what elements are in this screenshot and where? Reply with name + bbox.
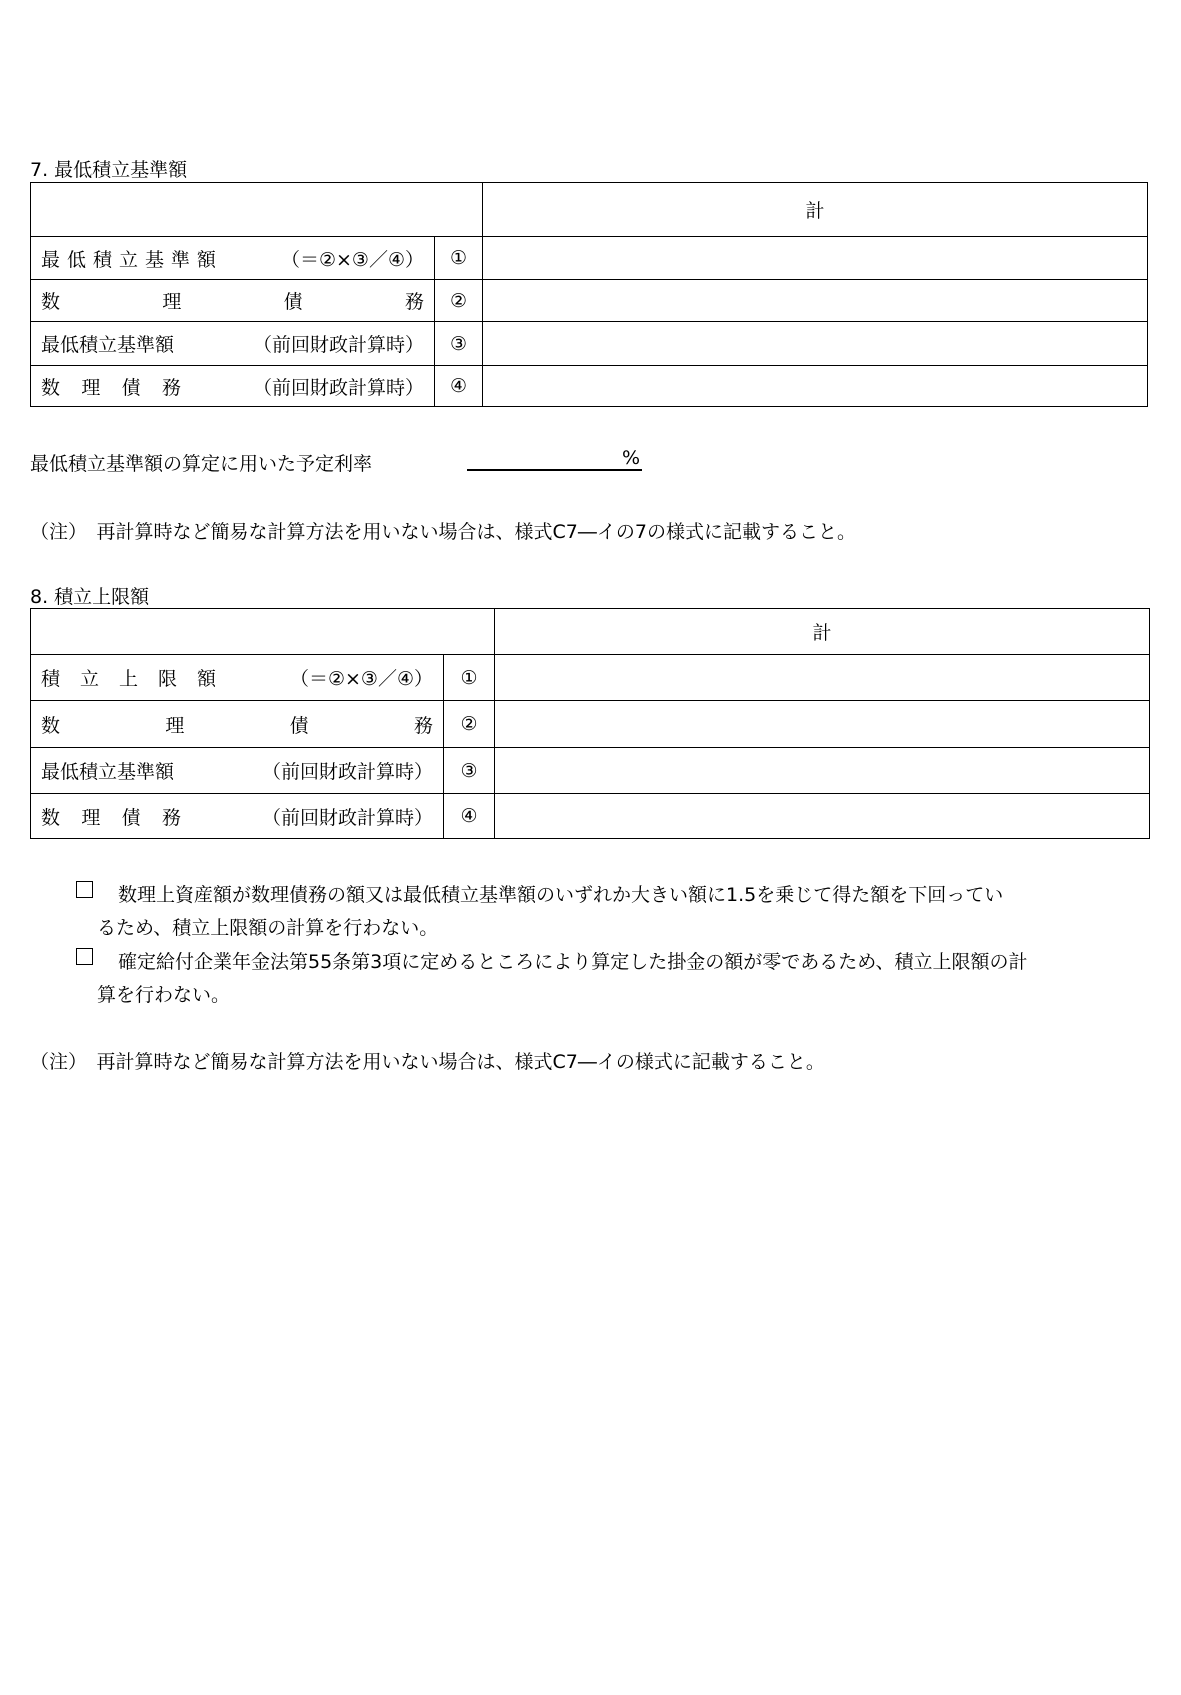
table-row	[31, 280, 1148, 322]
label-text: 準	[170, 248, 190, 271]
total-value-cell[interactable]	[495, 655, 1150, 701]
label-text: 務	[404, 291, 424, 313]
section7-title: 7. 最低積立基準額	[30, 159, 188, 181]
label-text: 額	[196, 668, 216, 690]
label-text: 数	[41, 806, 61, 829]
label-suffix: （前回財政計算時）	[252, 334, 424, 356]
header-blank	[31, 183, 483, 237]
total-value-cell[interactable]	[483, 322, 1148, 366]
label-text: 最低積立基準額	[41, 334, 175, 356]
label-text: 立	[118, 248, 138, 271]
label-text: 理	[81, 376, 101, 399]
total-value-cell[interactable]	[483, 280, 1148, 322]
total-value-cell[interactable]	[483, 366, 1148, 407]
label-text: 債	[283, 291, 303, 313]
table-row	[31, 237, 1148, 280]
label-text: 債	[121, 806, 141, 829]
row-label	[31, 794, 444, 839]
label-suffix: （前回財政計算時）	[252, 376, 424, 399]
rate-label: 最低積立基準額の算定に用いた予定利率	[30, 453, 373, 475]
label-text: 上	[118, 668, 138, 690]
label-text: 数	[41, 291, 61, 313]
checkbox[interactable]	[76, 948, 93, 965]
rate-unit: %	[621, 447, 640, 469]
section7-table	[30, 182, 1148, 407]
total-value-cell[interactable]	[495, 748, 1150, 794]
row-label	[31, 237, 435, 280]
label-text: 理	[81, 806, 101, 829]
checkbox-option-1[interactable]	[76, 880, 93, 902]
section8-table	[30, 608, 1150, 839]
checkbox-1-text-line1: 数理上資産額が数理債務の額又は最低積立基準額のいずれか大きい額に1.5を乗じて得た額を下回ってい	[118, 884, 1004, 906]
label-suffix: （前回財政計算時）	[261, 761, 433, 783]
header-total: 計	[483, 183, 1148, 237]
label-suffix: （前回財政計算時）	[261, 806, 433, 829]
label-suffix: （＝②×③／④）	[289, 668, 433, 690]
label-text: 務	[161, 806, 181, 829]
label-text: 債	[121, 376, 141, 399]
label-text: 務	[413, 714, 433, 737]
row-label	[31, 280, 435, 322]
total-value-cell[interactable]	[495, 701, 1150, 748]
rate-input[interactable]	[467, 447, 642, 471]
total-value-cell[interactable]	[495, 794, 1150, 839]
table-row	[31, 366, 1148, 407]
row-number: ③	[435, 322, 483, 366]
label-text: 立	[79, 668, 99, 690]
label-text: 務	[161, 376, 181, 399]
row-label	[31, 748, 444, 794]
section8-note: （注） 再計算時など簡易な計算方法を用いない場合は、様式C7―イの様式に記載すること。	[30, 1051, 825, 1073]
table-row	[31, 322, 1148, 366]
label-text: 限	[157, 668, 177, 690]
row-number: ②	[435, 280, 483, 322]
label-text: 基	[144, 248, 164, 271]
table-row	[31, 794, 1150, 839]
table-row	[31, 701, 1150, 748]
table-row	[31, 655, 1150, 701]
label-text: 低	[66, 248, 86, 271]
section7-note: （注） 再計算時など簡易な計算方法を用いない場合は、様式C7―イの7の様式に記載すること。	[30, 521, 856, 543]
checkbox-2-text-line2: 算を行わない。	[97, 984, 231, 1006]
label-text: 理	[165, 714, 185, 737]
row-number: ①	[444, 655, 495, 701]
label-text: 額	[196, 248, 216, 271]
label-text: 債	[289, 714, 309, 737]
label-text: 最	[41, 248, 61, 271]
checkbox-1-text-line2: るため、積立上限額の計算を行わない。	[97, 917, 439, 939]
checkbox[interactable]	[76, 881, 93, 898]
header-blank	[31, 609, 495, 655]
table-row	[31, 748, 1150, 794]
checkbox-2-text-line1: 確定給付企業年金法第55条第3項に定めるところにより算定した掛金の額が零であるため、積立上限額の計	[118, 951, 1028, 973]
label-text: 数	[41, 714, 61, 737]
row-number: ③	[444, 748, 495, 794]
label-text: 積	[92, 248, 112, 271]
label-text: 数	[41, 376, 61, 399]
label-text: 理	[162, 291, 182, 313]
total-value-cell[interactable]	[483, 237, 1148, 280]
label-text: 最低積立基準額	[41, 761, 175, 783]
row-label	[31, 701, 444, 748]
row-label	[31, 322, 435, 366]
row-number: ②	[444, 701, 495, 748]
row-label	[31, 366, 435, 407]
row-number: ①	[435, 237, 483, 280]
row-number: ④	[444, 794, 495, 839]
label-suffix: （＝②×③／④）	[280, 248, 424, 271]
row-number: ④	[435, 366, 483, 407]
checkbox-option-2[interactable]	[76, 947, 93, 969]
row-label	[31, 655, 444, 701]
label-text: 積	[41, 668, 61, 690]
section8-title: 8. 積立上限額	[30, 586, 150, 608]
header-total: 計	[495, 609, 1150, 655]
